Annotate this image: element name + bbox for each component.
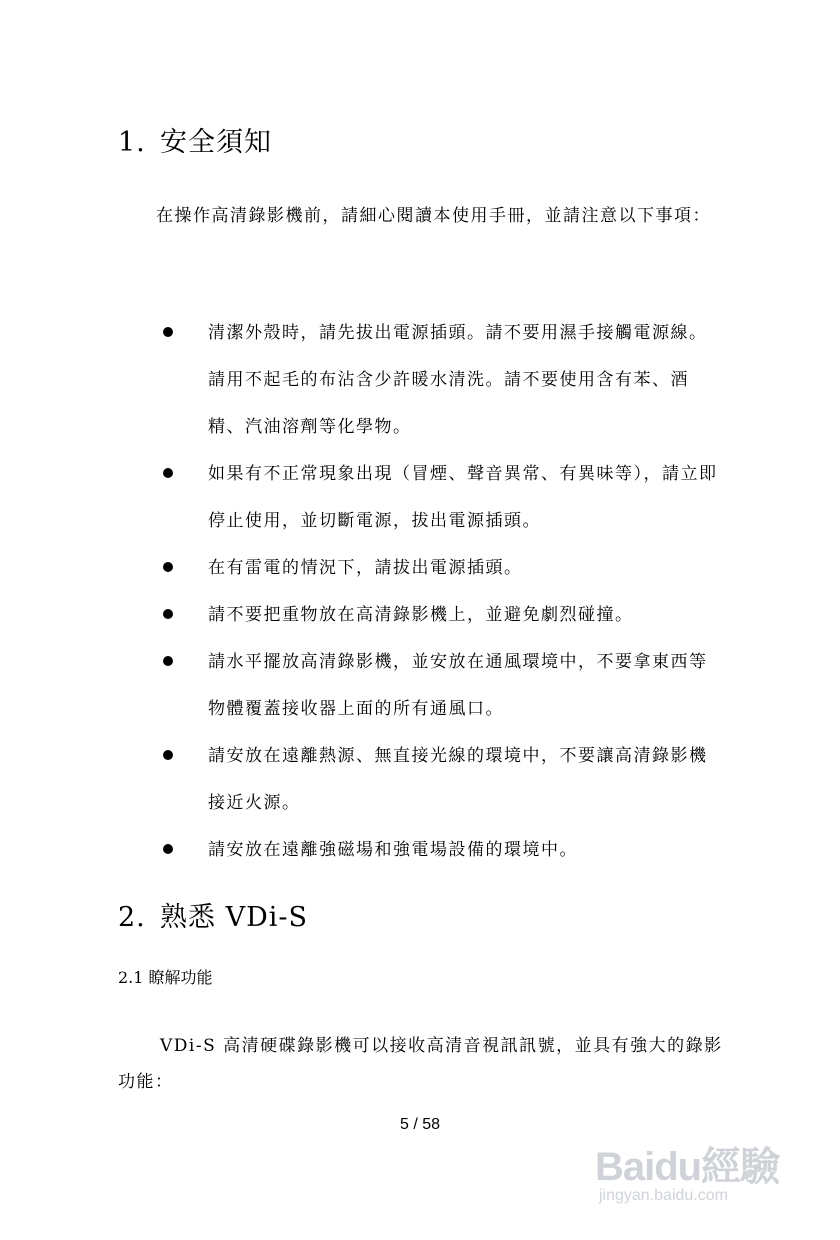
safety-item-text: 請不要把重物放在高清錄影機上，並避免劇烈碰撞。 (208, 605, 634, 625)
safety-item-text: 在有雷電的情況下，請拔出電源插頭。 (208, 558, 523, 578)
safety-item-text: 如果有不正常現象出現（冒煙、聲音異常、有異味等），請立即停止使用，並切斷電源，拔出電源插頭。 (208, 464, 718, 531)
page-number: 5 / 58 (399, 1116, 441, 1133)
safety-item (160, 827, 720, 874)
bullet-icon (163, 327, 173, 337)
bullet-icon (163, 609, 173, 619)
section-2-intro: VDi-S 高清硬碟錄影機可以接收高清音視訊訊號，並具有強大的錄影功能： (118, 1036, 723, 1092)
safety-item-text: 請水平擺放高清錄影機，並安放在通風環境中，不要拿東西等物體覆蓋接收器上面的所有通風口。 (208, 652, 708, 719)
section-2-1-subtitle: 2.1 瞭解功能 (118, 968, 213, 987)
section-1-heading (118, 120, 272, 159)
section-1-number: 1. (118, 127, 146, 158)
section-1-title: 安全須知 (160, 127, 272, 158)
safety-item (160, 310, 720, 451)
bullet-icon (163, 750, 173, 760)
baidu-url: jingyan.baidu.com (599, 1187, 728, 1204)
section-2-title: 熟悉 VDi-S (160, 902, 308, 933)
safety-item (160, 592, 720, 639)
section-1-intro: 在操作高清錄影機前，請細心閱讀本使用手冊，並請注意以下事項： (156, 206, 711, 226)
bullet-icon (163, 656, 173, 666)
safety-item-text: 請安放在遠離強磁場和強電場設備的環境中。 (208, 840, 578, 860)
section-2-number: 2. (118, 902, 146, 933)
baidu-logo: Baidu經驗 (595, 1145, 780, 1189)
safety-item-text: 清潔外殼時，請先拔出電源插頭。請不要用濕手接觸電源線。請用不起毛的布沾含少許暖水清洗。請不要使用含有苯、酒精、汽油溶劑等化學物。 (208, 323, 708, 437)
safety-item (160, 451, 720, 545)
section-2-heading (118, 895, 308, 934)
bullet-icon (163, 844, 173, 854)
bullet-icon (163, 562, 173, 572)
bullet-icon (163, 468, 173, 478)
safety-bullet-list (160, 310, 720, 874)
safety-item (160, 545, 720, 592)
safety-item (160, 639, 720, 733)
safety-item-text: 請安放在遠離熱源、無直接光線的環境中，不要讓高清錄影機接近火源。 (208, 746, 708, 813)
safety-item (160, 733, 720, 827)
baidu-watermark (595, 1135, 795, 1225)
